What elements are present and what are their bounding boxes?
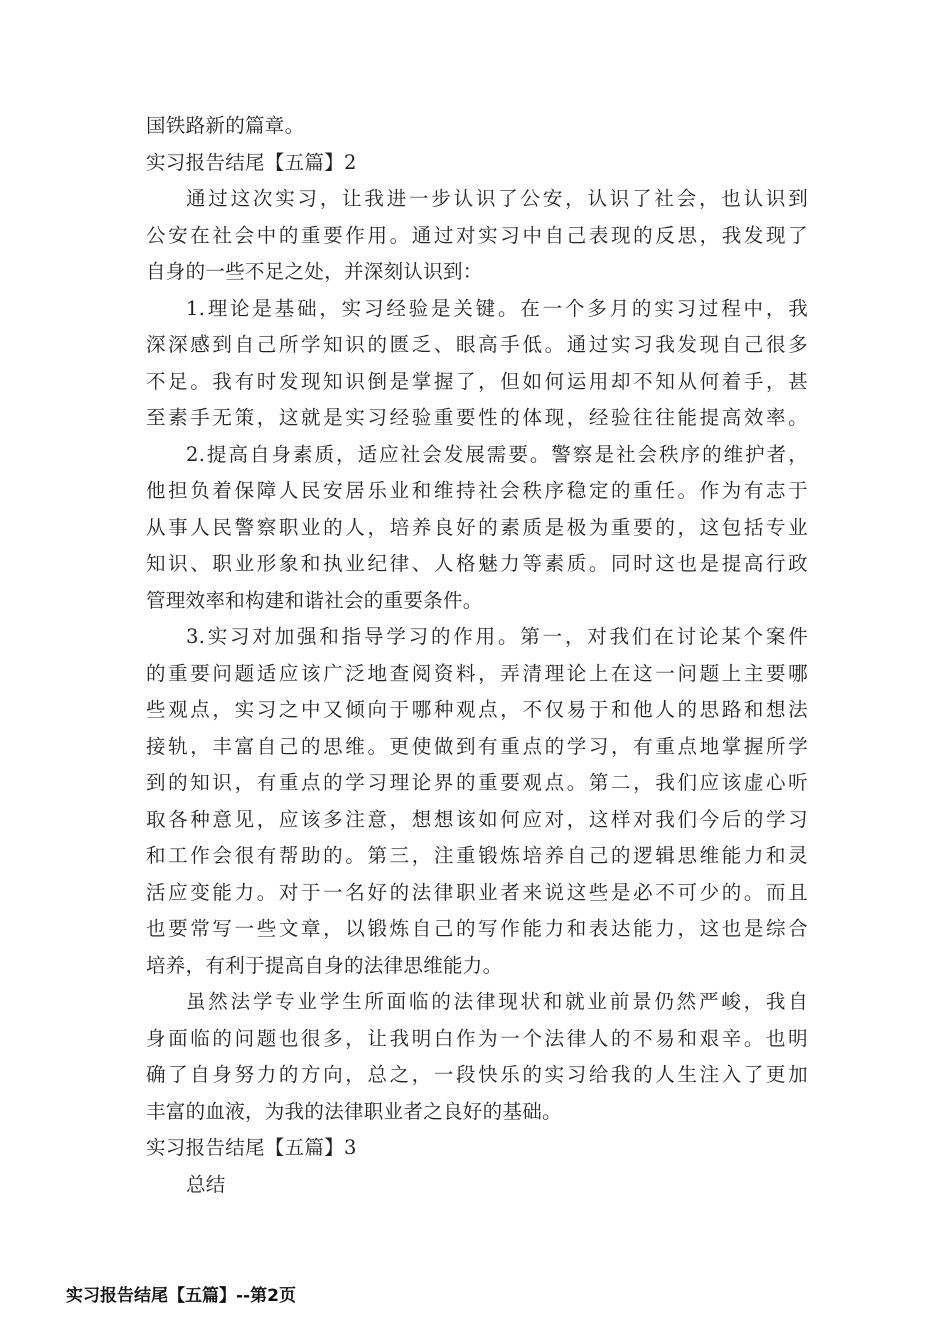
text-line: 他担负着保障人民安居乐业和维持社会秩序稳定的重任。作为有志于 <box>146 479 808 502</box>
text-line: 通过这次实习，让我进一步认识了公安，认识了社会，也认识到 <box>186 187 808 210</box>
text-line: 2.提高自身素质，适应社会发展需要。警察是社会秩序的维护者， <box>186 442 808 466</box>
text-line: 取各种意见，应该多注意，想想该如何应对，这样对我们今后的学习 <box>146 807 808 831</box>
text-line: 丰富的血液，为我的法律职业者之良好的基础。 <box>146 1099 562 1123</box>
text-line: 实习报告结尾【五篇】3 <box>146 1136 357 1159</box>
text-line: 和工作会很有帮助的。第三，注重锻炼培养自己的逻辑思维能力和灵 <box>146 844 808 867</box>
text-line: 接轨，丰富自己的思维。更使做到有重点的学习，有重点地掌握所学 <box>146 734 808 758</box>
text-line: 不足。我有时发现知识倒是掌握了，但如何运用却不知从何着手，甚 <box>146 369 808 393</box>
document-body <box>146 108 808 1203</box>
text-line: 活应变能力。对于一名好的法律职业者来说这些是必不可少的。而且 <box>146 880 808 904</box>
text-line: 也要常写一些文章，以锻炼自己的写作能力和表达能力，这也是综合 <box>146 917 808 940</box>
text-line: 实习报告结尾【五篇】2 <box>146 150 357 174</box>
text-line: 知识、职业形象和执业纪律、人格魅力等素质。同时这也是提高行政 <box>146 552 808 575</box>
text-line: 的重要问题适应该广泛地查阅资料，弄清理论上在这一问题上主要哪 <box>146 661 808 685</box>
text-line: 虽然法学专业学生所面临的法律现状和就业前景仍然严峻，我自 <box>186 990 808 1013</box>
text-line: 培养，有利于提高自身的法律思维能力。 <box>146 953 503 977</box>
text-line: 到的知识，有重点的学习理论界的重要观点。第二，我们应该虚心听 <box>146 771 808 794</box>
page-footer: 实习报告结尾【五篇】--第2页 <box>66 1286 296 1306</box>
text-line: 国铁路新的篇章。 <box>146 114 305 137</box>
text-line: 自身的一些不足之处，并深刻认识到： <box>146 260 483 283</box>
text-line: 3.实习对加强和指导学习的作用。第一，对我们在讨论某个案件 <box>186 625 808 648</box>
text-line: 些观点，实习之中又倾向于哪种观点，不仅易于和他人的思路和想法 <box>146 698 808 721</box>
text-line: 身面临的问题也很多，让我明白作为一个法律人的不易和艰辛。也明 <box>146 1026 808 1050</box>
text-line: 至素手无策，这就是实习经验重要性的体现，经验往往能提高效率。 <box>146 406 808 429</box>
text-line: 从事人民警察职业的人，培养良好的素质是极为重要的，这包括专业 <box>146 515 808 539</box>
text-line: 1.理论是基础，实习经验是关键。在一个多月的实习过程中，我 <box>186 296 808 320</box>
text-line: 总结 <box>186 1172 226 1196</box>
text-line: 深深感到自己所学知识的匮乏、眼高手低。通过实习我发现自己很多 <box>146 333 808 356</box>
text-line: 公安在社会中的重要作用。通过对实习中自己表现的反思，我发现了 <box>146 223 808 247</box>
text-line: 确了自身努力的方向，总之，一段快乐的实习给我的人生注入了更加 <box>146 1063 808 1086</box>
text-line: 管理效率和构建和谐社会的重要条件。 <box>146 588 483 612</box>
